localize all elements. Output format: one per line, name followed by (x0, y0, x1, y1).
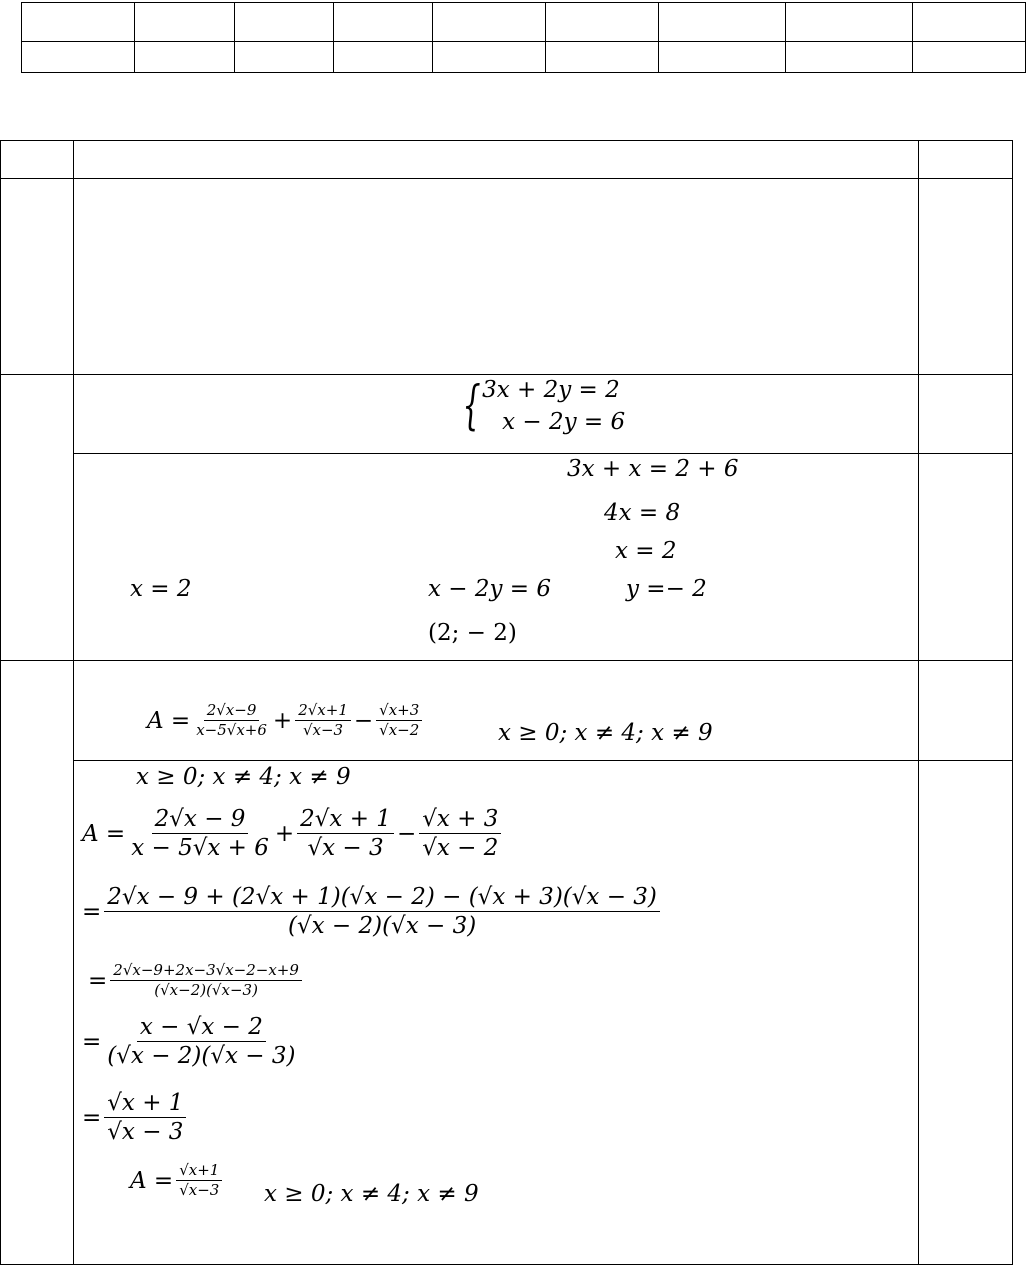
expression-condition: x ≥ 0; x ≠ 4; x ≠ 9 (498, 720, 713, 746)
simplification-line-5: = $\frac{√x + 1}{√x - 3}$ (82, 1090, 189, 1146)
table-cell (546, 42, 659, 73)
fraction: $\frac{x - √x - 2}{(√x - 2)(√x - 3)}$ (107, 1014, 296, 1070)
fraction: $\frac{2√x - 9 + (2√x + 1)(√x - 2) - (√x + 3)(√x - 3)}{(√x - 2)(√x - 3)}$ (104, 884, 660, 940)
simplification-line-4: = $\frac{x - √x - 2}{(√x - 2)(√x - 3)}$ (82, 1014, 301, 1070)
simplification-line-2: = $\frac{2√x - 9 + (2√x + 1)(√x - 2) - (√x + 3)(√x - 3)}{(√x - 2)(√x - 3)}$ (82, 884, 663, 940)
table-cell (433, 42, 546, 73)
fraction: $\frac{2√x - 9}{x - 5√x + 6}$ (131, 806, 269, 862)
equation-system (455, 374, 625, 438)
table-row (22, 42, 1026, 73)
fraction: $\frac{√x + 3}{√x - 2}$ (419, 806, 501, 862)
top-table (21, 2, 1026, 73)
table-cell (659, 3, 786, 42)
table-cell (235, 42, 334, 73)
result-condition: x ≥ 0; x ≠ 4; x ≠ 9 (264, 1181, 479, 1207)
simplification-line-3: = $\frac{2√x-9+2x-3√x-2-x+9}{(√x-2)(√x-3)}$ (88, 962, 305, 1000)
simplification-condition: x ≥ 0; x ≠ 4; x ≠ 9 (136, 764, 351, 790)
table-cell (546, 3, 659, 42)
step-x-label: x = 2 (130, 576, 192, 602)
solution-pair: (2; − 2) (428, 620, 517, 646)
fraction: $\frac{√x+3}{√x-2}$ (376, 702, 422, 740)
table-cell (235, 3, 334, 42)
table-cell (334, 42, 433, 73)
step-substitute-equation: x − 2y = 6 (428, 576, 552, 602)
step-add: 3x + x = 2 + 6 (567, 456, 739, 482)
table-cell (913, 3, 1026, 42)
fraction: $\frac{√x+1}{√x-3}$ (176, 1162, 222, 1200)
table-cell (135, 42, 235, 73)
table-cell (913, 42, 1026, 73)
fraction: $\frac{√x + 1}{√x - 3}$ (104, 1090, 186, 1146)
table-row (22, 3, 1026, 42)
table-cell (22, 3, 135, 42)
table-cell (659, 42, 786, 73)
table-cell (334, 3, 433, 42)
equation-1: 3x + 2y = 2 (482, 377, 620, 403)
expression-statement: A = $\frac{2√x-9}{x-5√x+6}$ + $\frac{2√x+1}{√x-3}$ − $\frac{√x+3}{√x-2}$ (147, 702, 425, 740)
table-cell (22, 42, 135, 73)
step-y-value: y =− 2 (626, 576, 707, 602)
table-cell (433, 3, 546, 42)
step-combined: 4x = 8 (604, 500, 681, 526)
step-x-value: x = 2 (615, 538, 677, 564)
table-cell (786, 3, 913, 42)
brace-symbol: { (462, 376, 481, 436)
table-cell (135, 3, 235, 42)
table-cell (786, 42, 913, 73)
expression-lhs: A = (147, 707, 191, 734)
fraction: $\frac{2√x-9}{x-5√x+6}$ (196, 701, 267, 740)
fraction: $\frac{2√x-9+2x-3√x-2-x+9}{(√x-2)(√x-3)}$ (110, 962, 302, 1000)
fraction: $\frac{2√x+1}{√x-3}$ (295, 702, 351, 740)
simplification-line-1: A = $\frac{2√x - 9}{x - 5√x + 6}$ + $\frac{2√x + 1}{√x - 3}$ − $\frac{√x + 3}{√x - 2}$ (82, 806, 504, 862)
equation-2: x − 2y = 6 (502, 409, 626, 435)
fraction: $\frac{2√x + 1}{√x - 3}$ (297, 806, 394, 862)
simplification-result: A = $\frac{√x+1}{√x-3}$ (130, 1162, 225, 1200)
